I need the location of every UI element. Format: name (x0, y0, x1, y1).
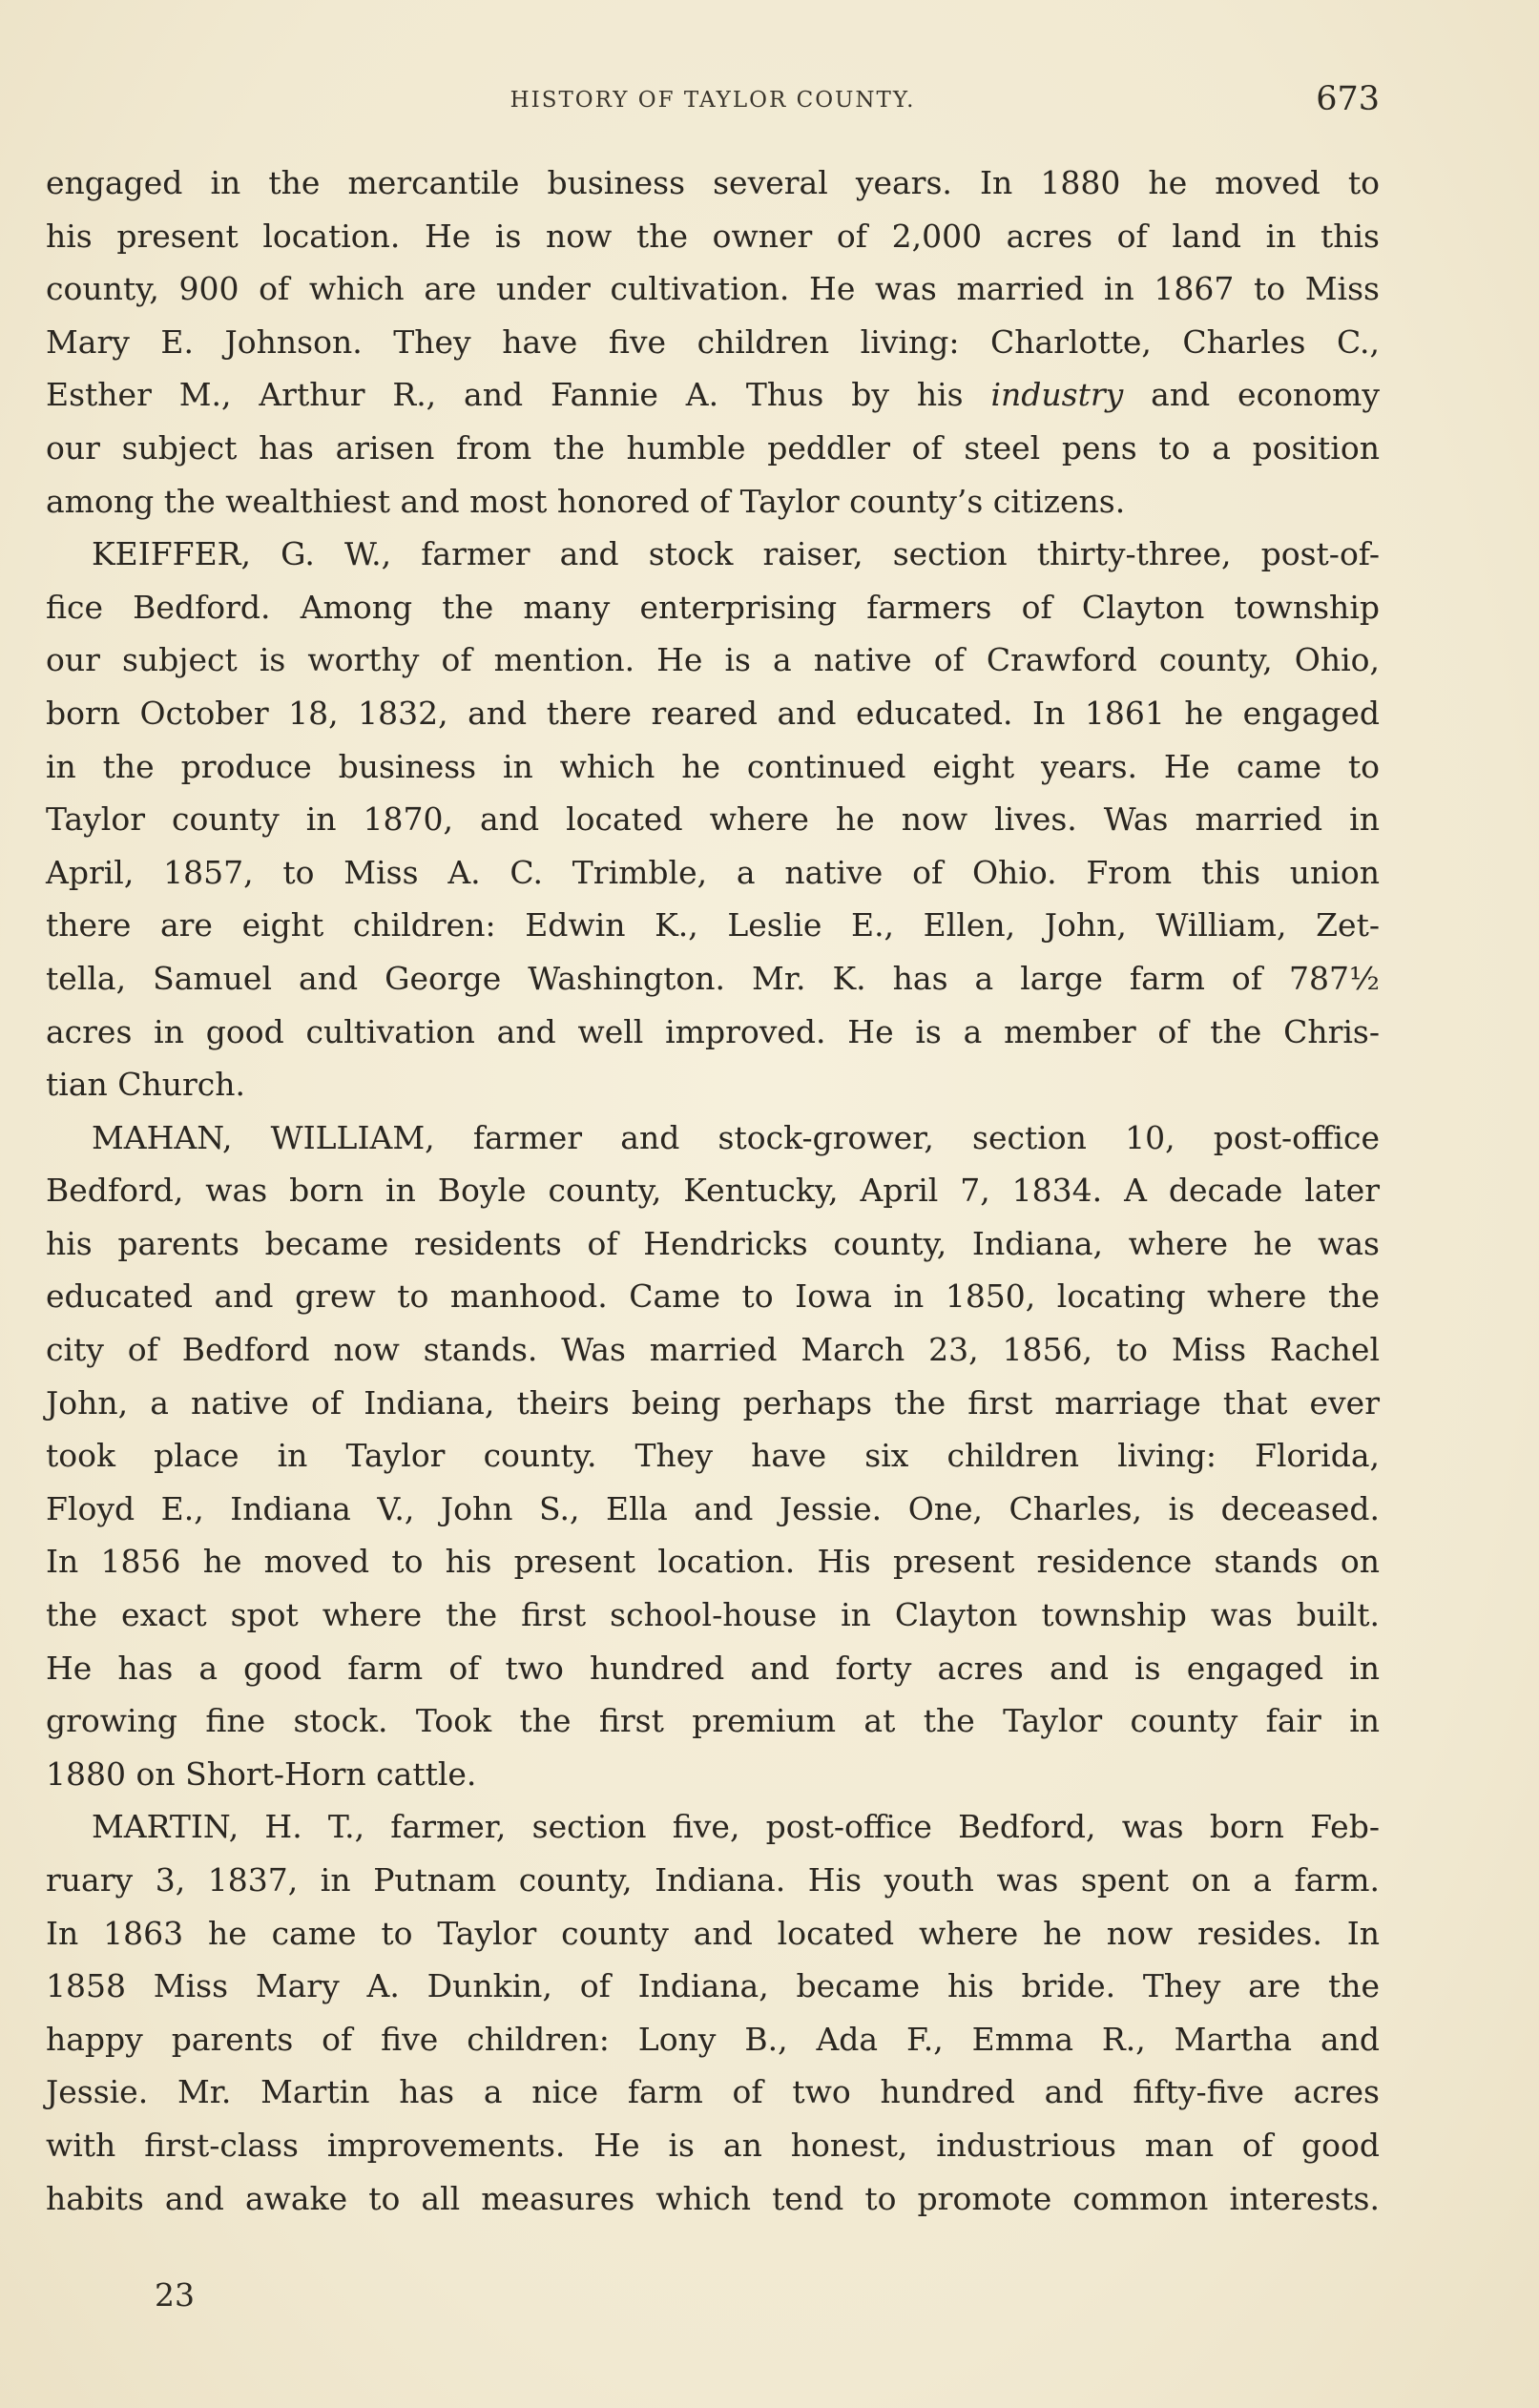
text-line: with first-class improvements. He is an honest, industrious man of good (46, 2126, 1380, 2164)
text-line: Floyd E., Indiana V., John S., Ella and Jessie. One, Charles, is deceased. (46, 1489, 1380, 1527)
text-line: educated and grew to manhood. Came to Iowa in 1850, locating where the (46, 1277, 1380, 1316)
signature-mark: 23 (155, 2276, 195, 2314)
text-line: city of Bedford now stands. Was married March 23, 1856, to Miss Rachel (46, 1331, 1380, 1369)
text-line: our subject has arisen from the humble peddler of steel pens to a position (46, 428, 1380, 467)
text-line: 1858 Miss Mary A. Dunkin, of Indiana, became his bride. They are the (46, 1967, 1380, 2005)
text-line: ruary 3, 1837, in Putnam county, Indiana. His youth was spent on a farm. (46, 1861, 1380, 1899)
text-line: born October 18, 1832, and there reared and educated. In 1861 he engaged (46, 694, 1380, 732)
emphasis: industry (990, 376, 1124, 414)
text-line: habits and awake to all measures which tend to promote common interests. (46, 2179, 1380, 2217)
body-text (46, 156, 1380, 2225)
text-line: KEIFFER, G. W., farmer and stock raiser, section thirty-three, post-of- (92, 535, 1380, 573)
text-line: among the wealthiest and most honored of Taylor county’s citizens. (46, 482, 1126, 520)
text-line: our subject is worthy of mention. He is a native of Crawford county, Ohio, (46, 641, 1380, 679)
text-line: April, 1857, to Miss A. C. Trimble, a native of Ohio. From this union (46, 853, 1380, 891)
text-line: MAHAN, WILLIAM, farmer and stock-grower, section 10, post-office (92, 1118, 1380, 1156)
text-line: fice Bedford. Among the many enterprising farmers of Clayton township (46, 588, 1380, 626)
text-line: in the produce business in which he continued eight years. He came to (46, 747, 1380, 785)
text-line: Mary E. Johnson. They have five children living: Charlotte, Charles C., (46, 322, 1380, 361)
text-line: Bedford, was born in Boyle county, Kentucky, April 7, 1834. A decade later (46, 1172, 1380, 1210)
page-header (46, 78, 1380, 126)
running-title: HISTORY OF TAYLOR COUNTY. (510, 88, 916, 113)
text-line: In 1863 he came to Taylor county and located where he now resides. In (46, 1914, 1380, 1952)
page-number: 673 (1316, 80, 1380, 118)
text-line: tian Church. (46, 1066, 245, 1104)
text-line: growing fine stock. Took the first premium at the Taylor county fair in (46, 1702, 1380, 1740)
text-line: happy parents of five children: Lony B., Ada F., Emma R., Martha and (46, 2020, 1380, 2058)
text-line: there are eight children: Edwin K., Leslie E., Ellen, John, William, Zet- (46, 906, 1380, 945)
text-line: Esther M., Arthur R., and Fannie A. Thus by his industry and economy (46, 376, 1380, 414)
text-line: John, a native of Indiana, theirs being perhaps the first marriage that ever (46, 1383, 1380, 1422)
text-line: acres in good cultivation and well improved. He is a member of the Chris- (46, 1012, 1380, 1050)
text-line: his present location. He is now the owner of 2,000 acres of land in this (46, 217, 1380, 255)
text-line: He has a good farm of two hundred and forty acres and is engaged in (46, 1649, 1380, 1687)
text-line: county, 900 of which are under cultivation. He was married in 1867 to Miss (46, 270, 1380, 308)
text-line: In 1856 he moved to his present location. His present residence stands on (46, 1543, 1380, 1581)
text-line: Jessie. Mr. Martin has a nice farm of two hundred and fifty-five acres (46, 2073, 1380, 2111)
text-line: 1880 on Short-Horn cattle. (46, 1754, 477, 1793)
text-line: MARTIN, H. T., farmer, section five, post-office Bedford, was born Feb- (92, 1808, 1380, 1846)
text-line: took place in Taylor county. They have six children living: Florida, (46, 1437, 1380, 1475)
text-line: Taylor county in 1870, and located where he now lives. Was married in (46, 800, 1380, 839)
text-line: tella, Samuel and George Washington. Mr. K. has a large farm of 787½ (46, 959, 1380, 997)
text-line: engaged in the mercantile business several years. In 1880 he moved to (46, 164, 1380, 201)
text-line: his parents became residents of Hendricks county, Indiana, where he was (46, 1224, 1380, 1262)
text-line: the exact spot where the first school-house in Clayton township was built. (46, 1596, 1380, 1634)
